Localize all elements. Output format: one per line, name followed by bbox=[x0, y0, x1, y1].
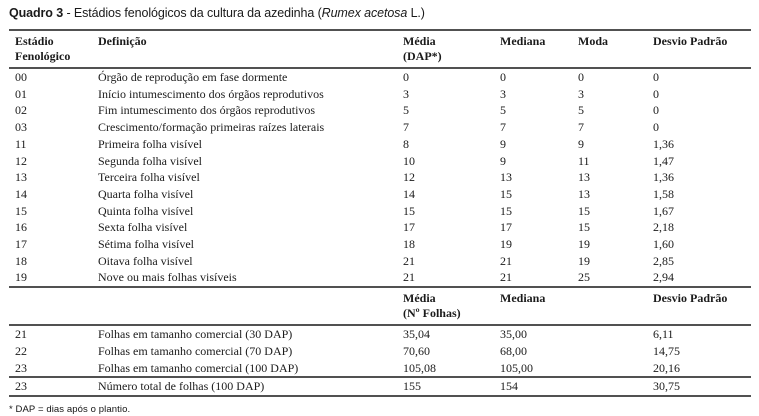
cell-definicao: Órgão de reprodução em fase dormente bbox=[98, 70, 288, 84]
table-caption-dash: - bbox=[63, 6, 74, 20]
cell-media: 3 bbox=[403, 86, 409, 101]
cell-media: 15 bbox=[403, 203, 415, 218]
cell-desvio-padrao: 0 bbox=[653, 120, 659, 135]
table-total-row bbox=[9, 377, 751, 396]
cell-estadio: 03 bbox=[15, 120, 27, 135]
cell-media: 18 bbox=[403, 237, 415, 252]
cell-estadio: 00 bbox=[15, 70, 27, 84]
cell-media: 10 bbox=[403, 153, 415, 168]
cell-mediana: 19 bbox=[500, 237, 512, 252]
cell-media: 35,04 bbox=[403, 327, 430, 342]
col-header-desvio-padrao-2: Desvio Padrão bbox=[653, 291, 728, 306]
table-row bbox=[9, 169, 751, 186]
table-caption-text: Estádios fenológicos da cultura da azedinha ( bbox=[73, 6, 322, 20]
cell-moda: 19 bbox=[578, 253, 590, 268]
cell-definicao: Crescimento/formação primeiras raízes laterais bbox=[98, 120, 325, 135]
table-row bbox=[9, 253, 751, 270]
cell-desvio-padrao: 0 bbox=[653, 103, 659, 118]
header-row-folhas bbox=[9, 287, 751, 325]
table-caption-species: Rumex acetosa bbox=[321, 6, 408, 20]
cell-media: 70,60 bbox=[403, 343, 430, 358]
cell-mediana: 15 bbox=[500, 203, 512, 218]
cell-media: 21 bbox=[403, 253, 415, 268]
cell-mediana: 154 bbox=[500, 379, 518, 394]
cell-media: 5 bbox=[403, 103, 409, 118]
cell-desvio-padrao: 2,18 bbox=[653, 220, 674, 235]
cell-desvio-padrao: 20,16 bbox=[653, 360, 680, 375]
cell-desvio-padrao: 6,11 bbox=[653, 327, 674, 342]
cell-estadio: 23 bbox=[15, 379, 27, 394]
table-caption bbox=[9, 6, 751, 20]
cell-desvio-padrao: 14,75 bbox=[653, 343, 680, 358]
cell-media: 21 bbox=[403, 270, 415, 285]
cell-media: 17 bbox=[403, 220, 415, 235]
cell-definicao: Quinta folha visível bbox=[98, 203, 194, 218]
table-row bbox=[9, 86, 751, 103]
cell-desvio-padrao: 30,75 bbox=[653, 379, 680, 394]
cell-mediana: 3 bbox=[500, 86, 506, 101]
cell-mediana: 7 bbox=[500, 120, 506, 135]
cell-moda: 15 bbox=[578, 220, 590, 235]
cell-mediana: 9 bbox=[500, 153, 506, 168]
cell-desvio-padrao: 2,94 bbox=[653, 270, 674, 285]
cell-definicao: Sétima folha visível bbox=[98, 237, 194, 252]
cell-desvio-padrao: 2,85 bbox=[653, 253, 674, 268]
cell-estadio: 22 bbox=[15, 343, 27, 358]
cell-desvio-padrao: 1,36 bbox=[653, 170, 674, 185]
col-header-mediana-2: Mediana bbox=[500, 291, 546, 306]
table-header-folhas bbox=[9, 287, 751, 325]
phenology-table bbox=[9, 29, 751, 397]
table-row bbox=[9, 68, 751, 86]
cell-definicao: Folhas em tamanho comercial (70 DAP) bbox=[98, 343, 293, 358]
cell-estadio: 18 bbox=[15, 253, 27, 268]
cell-desvio-padrao: 1,67 bbox=[653, 203, 674, 218]
table-caption-label: Quadro 3 bbox=[9, 6, 64, 20]
cell-definicao: Folhas em tamanho comercial (100 DAP) bbox=[98, 360, 299, 375]
cell-estadio: 16 bbox=[15, 220, 27, 235]
cell-media: 0 bbox=[403, 70, 409, 84]
cell-definicao: Fim intumescimento dos órgãos reprodutivos bbox=[98, 103, 316, 118]
table-total-row-group bbox=[9, 377, 751, 396]
cell-moda: 13 bbox=[578, 186, 590, 201]
cell-moda: 3 bbox=[578, 86, 584, 101]
cell-moda: 15 bbox=[578, 203, 590, 218]
cell-estadio: 17 bbox=[15, 237, 27, 252]
cell-estadio: 19 bbox=[15, 270, 27, 285]
table-row bbox=[9, 203, 751, 220]
col-header-moda: Moda bbox=[578, 34, 608, 48]
cell-definicao: Número total de folhas (100 DAP) bbox=[98, 379, 265, 394]
table-caption-suffix: L.) bbox=[407, 6, 425, 20]
cell-definicao: Segunda folha visível bbox=[98, 153, 202, 168]
cell-estadio: 13 bbox=[15, 170, 27, 185]
table-row bbox=[9, 269, 751, 287]
cell-estadio: 12 bbox=[15, 153, 27, 168]
cell-media: 8 bbox=[403, 136, 409, 151]
cell-moda bbox=[578, 325, 653, 343]
cell-mediana: 21 bbox=[500, 270, 512, 285]
cell-moda: 7 bbox=[578, 120, 584, 135]
cell-definicao: Nove ou mais folhas visíveis bbox=[98, 270, 237, 285]
table-row bbox=[9, 186, 751, 203]
table-body-dap bbox=[9, 68, 751, 287]
table-row bbox=[9, 119, 751, 136]
cell-definicao: Terceira folha visível bbox=[98, 170, 200, 185]
cell-media: 12 bbox=[403, 170, 415, 185]
cell-mediana: 9 bbox=[500, 136, 506, 151]
cell-definicao: Oitava folha visível bbox=[98, 253, 193, 268]
table-row bbox=[9, 219, 751, 236]
cell-estadio: 11 bbox=[15, 136, 27, 151]
cell-media: 7 bbox=[403, 120, 409, 135]
cell-mediana: 15 bbox=[500, 186, 512, 201]
cell-moda: 13 bbox=[578, 170, 590, 185]
table-row bbox=[9, 360, 751, 378]
cell-moda: 9 bbox=[578, 136, 584, 151]
cell-definicao: Quarta folha visível bbox=[98, 186, 194, 201]
cell-media: 155 bbox=[403, 379, 421, 394]
cell-moda bbox=[578, 360, 653, 378]
cell-mediana: 17 bbox=[500, 220, 512, 235]
table-row bbox=[9, 153, 751, 170]
cell-estadio: 23 bbox=[15, 360, 27, 375]
col-header-desvio-padrao: Desvio Padrão bbox=[653, 34, 728, 48]
header-row-dap bbox=[9, 30, 751, 68]
table-body-folhas bbox=[9, 325, 751, 377]
cell-media: 14 bbox=[403, 186, 415, 201]
cell-estadio: 14 bbox=[15, 186, 27, 201]
col-header-definicao: Definição bbox=[98, 34, 147, 48]
table-row bbox=[9, 343, 751, 360]
cell-moda: 5 bbox=[578, 103, 584, 118]
cell-desvio-padrao: 1,60 bbox=[653, 237, 674, 252]
col-header-empty-3 bbox=[578, 287, 653, 325]
cell-estadio: 21 bbox=[15, 327, 27, 342]
cell-definicao: Sexta folha visível bbox=[98, 220, 188, 235]
cell-mediana: 68,00 bbox=[500, 343, 527, 358]
cell-definicao: Início intumescimento dos órgãos reprodutivos bbox=[98, 86, 324, 101]
cell-definicao: Folhas em tamanho comercial (30 DAP) bbox=[98, 327, 293, 342]
col-header-media-folhas: Média (Nº Folhas) bbox=[403, 291, 461, 321]
col-header-estadio: Estádio Fenológico bbox=[15, 34, 71, 63]
cell-mediana: 5 bbox=[500, 103, 506, 118]
cell-moda: 0 bbox=[578, 70, 584, 84]
cell-estadio: 01 bbox=[15, 86, 27, 101]
cell-mediana: 35,00 bbox=[500, 327, 527, 342]
table-row bbox=[9, 102, 751, 119]
cell-mediana: 13 bbox=[500, 170, 512, 185]
col-header-empty-1 bbox=[9, 287, 98, 325]
cell-estadio: 02 bbox=[15, 103, 27, 118]
col-header-empty-2 bbox=[98, 287, 403, 325]
cell-desvio-padrao: 1,58 bbox=[653, 186, 674, 201]
cell-moda: 25 bbox=[578, 270, 590, 285]
cell-estadio: 15 bbox=[15, 203, 27, 218]
cell-mediana: 0 bbox=[500, 70, 506, 84]
cell-desvio-padrao: 1,36 bbox=[653, 136, 674, 151]
cell-mediana: 21 bbox=[500, 253, 512, 268]
table-row bbox=[9, 325, 751, 343]
table-header-dap bbox=[9, 30, 751, 68]
cell-moda: 11 bbox=[578, 153, 590, 168]
cell-mediana: 105,00 bbox=[500, 360, 533, 375]
table-row bbox=[9, 236, 751, 253]
cell-moda bbox=[578, 377, 653, 396]
cell-moda bbox=[578, 343, 653, 360]
cell-desvio-padrao: 0 bbox=[653, 70, 659, 84]
cell-media: 105,08 bbox=[403, 360, 436, 375]
cell-desvio-padrao: 0 bbox=[653, 86, 659, 101]
cell-desvio-padrao: 1,47 bbox=[653, 153, 674, 168]
table-footnote: * DAP = dias após o plantio. bbox=[9, 403, 131, 415]
cell-definicao: Primeira folha visível bbox=[98, 136, 202, 151]
col-header-media-dap: Média (DAP*) bbox=[403, 34, 442, 63]
col-header-mediana: Mediana bbox=[500, 34, 546, 48]
cell-moda: 19 bbox=[578, 237, 590, 252]
table-row bbox=[9, 136, 751, 153]
